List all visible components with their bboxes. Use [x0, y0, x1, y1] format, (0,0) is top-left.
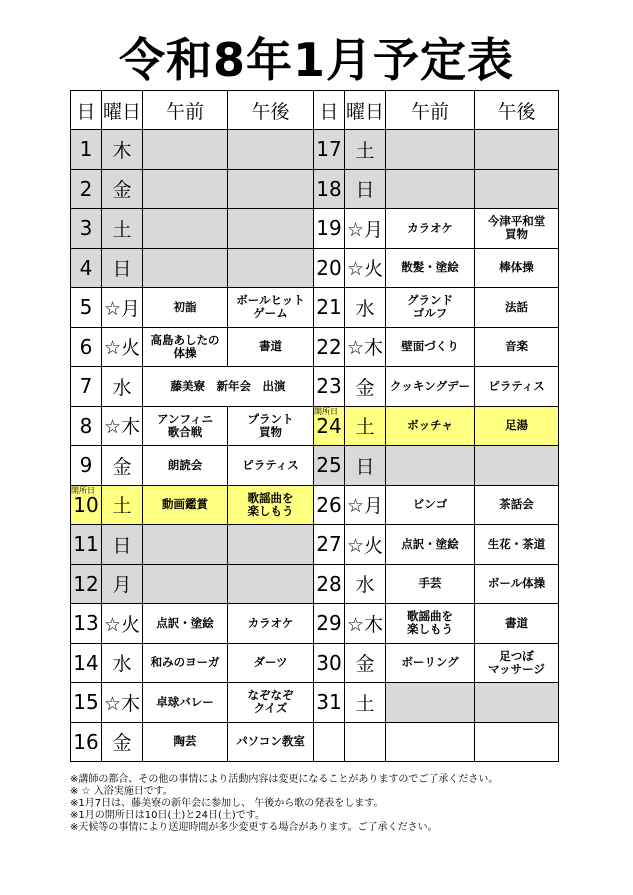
event-am: 卓球バレー	[143, 683, 228, 723]
day-number: 21	[314, 288, 345, 328]
day-number: 31	[314, 683, 345, 723]
table-row	[71, 248, 559, 288]
day-number: 8	[71, 406, 102, 446]
table-row	[71, 604, 559, 644]
event-am: 手芸	[386, 564, 475, 604]
event-am	[386, 722, 475, 762]
event-pm: ピラティス	[475, 367, 559, 407]
event-am: 初詣	[143, 288, 228, 328]
table-row	[71, 485, 559, 525]
day-number: 22	[314, 327, 345, 367]
header-row	[71, 91, 559, 130]
weekday: 日	[345, 169, 386, 209]
weekday: ☆火	[345, 248, 386, 288]
day-number: 3	[71, 209, 102, 249]
table-row	[71, 327, 559, 367]
event-pm: なぞなぞ クイズ	[228, 683, 314, 723]
open-day-label: 開所日	[71, 485, 95, 495]
event-pm: カラオケ	[228, 604, 314, 644]
event-allday: 藤美寮 新年会 出演	[143, 367, 314, 407]
event-pm: パソコン教室	[228, 722, 314, 762]
event-pm: プラント 買物	[228, 406, 314, 446]
event-am	[386, 130, 475, 170]
schedule-table	[70, 90, 559, 762]
event-pm: ボールヒット ゲーム	[228, 288, 314, 328]
event-pm	[475, 169, 559, 209]
event-pm: 足湯	[475, 406, 559, 446]
event-pm	[228, 564, 314, 604]
event-pm: 歌謡曲を 楽しもう	[228, 485, 314, 525]
day-number: 7	[71, 367, 102, 407]
event-pm	[228, 169, 314, 209]
weekday: 水	[102, 367, 143, 407]
weekday: ☆月	[345, 485, 386, 525]
header-day: 日	[71, 91, 102, 130]
day-number: 11	[71, 525, 102, 565]
event-pm	[475, 130, 559, 170]
weekday: 金	[345, 643, 386, 683]
note-line: ※1月の開所日は10日(土)と24日(土)です。	[70, 810, 265, 821]
weekday: ☆火	[102, 327, 143, 367]
event-am: ボーリング	[386, 643, 475, 683]
weekday: 金	[102, 446, 143, 486]
day-number: 25	[314, 446, 345, 486]
event-pm: ダーツ	[228, 643, 314, 683]
table-row	[71, 525, 559, 565]
weekday: 土	[102, 485, 143, 525]
day-number	[314, 722, 345, 762]
event-am: 点訳・塗絵	[143, 604, 228, 644]
day-number: 28	[314, 564, 345, 604]
weekday: 日	[345, 446, 386, 486]
page-title: 令和8年1月予定表	[118, 33, 514, 87]
weekday: ☆木	[102, 406, 143, 446]
event-pm: 棒体操	[475, 248, 559, 288]
day-number: 9	[71, 446, 102, 486]
weekday: 水	[102, 643, 143, 683]
day-number: 15	[71, 683, 102, 723]
table-row	[71, 683, 559, 723]
table-row	[71, 406, 559, 446]
weekday: ☆月	[345, 209, 386, 249]
weekday: 木	[102, 130, 143, 170]
event-pm	[228, 209, 314, 249]
weekday: 月	[102, 564, 143, 604]
event-pm: 今津平和堂 買物	[475, 209, 559, 249]
table-row	[71, 209, 559, 249]
day-number: 18	[314, 169, 345, 209]
weekday: ☆木	[345, 327, 386, 367]
event-pm	[228, 130, 314, 170]
day-number: 13	[71, 604, 102, 644]
table-row	[71, 367, 559, 407]
weekday: ☆月	[102, 288, 143, 328]
event-am: 壁面づくり	[386, 327, 475, 367]
event-am	[143, 130, 228, 170]
event-pm: 生花・茶道	[475, 525, 559, 565]
day-number: 16	[71, 722, 102, 762]
event-pm: 書道	[475, 604, 559, 644]
table-row	[71, 564, 559, 604]
event-am: 高島あしたの 体操	[143, 327, 228, 367]
event-am: 動画鑑賞	[143, 485, 228, 525]
day-number: 30	[314, 643, 345, 683]
weekday: 金	[102, 722, 143, 762]
header-day: 日	[314, 91, 345, 130]
event-am	[143, 564, 228, 604]
table-row	[71, 722, 559, 762]
header-am: 午前	[143, 91, 228, 130]
day-number: 14	[71, 643, 102, 683]
weekday: 土	[345, 130, 386, 170]
weekday: ☆木	[345, 604, 386, 644]
weekday	[345, 722, 386, 762]
day-number: 29	[314, 604, 345, 644]
event-pm	[475, 722, 559, 762]
table-row	[71, 288, 559, 328]
day-number	[71, 485, 102, 525]
event-pm	[228, 248, 314, 288]
day-number: 27	[314, 525, 345, 565]
day-number: 17	[314, 130, 345, 170]
event-pm	[475, 446, 559, 486]
weekday: 金	[345, 367, 386, 407]
weekday: ☆木	[102, 683, 143, 723]
event-pm: 音楽	[475, 327, 559, 367]
event-am	[143, 169, 228, 209]
table-row	[71, 130, 559, 170]
event-pm	[475, 683, 559, 723]
weekday: 水	[345, 564, 386, 604]
note-line: ※ ☆ 入浴実施日です。	[70, 786, 173, 797]
event-am: 和みのヨーガ	[143, 643, 228, 683]
note-line: ※1月7日は、藤美寮の新年会に参加し、 午後から歌の発表をします。	[70, 798, 384, 809]
day-number: 12	[71, 564, 102, 604]
event-am: 歌謡曲を 楽しもう	[386, 604, 475, 644]
event-am: 陶芸	[143, 722, 228, 762]
day-number: 26	[314, 485, 345, 525]
event-am	[143, 525, 228, 565]
table-row	[71, 169, 559, 209]
event-am	[143, 209, 228, 249]
day-number: 20	[314, 248, 345, 288]
day-number: 2	[71, 169, 102, 209]
weekday: ☆火	[345, 525, 386, 565]
header-am: 午前	[386, 91, 475, 130]
note-line: ※講師の都合、その他の事情により活動内容は変更になることがありますのでご了承ください。	[70, 774, 499, 785]
header-pm: 午後	[475, 91, 559, 130]
event-am	[386, 169, 475, 209]
event-am: 点訳・塗絵	[386, 525, 475, 565]
event-am: 朗読会	[143, 446, 228, 486]
day-number-text: 10	[73, 492, 99, 517]
event-am	[143, 248, 228, 288]
day-number: 4	[71, 248, 102, 288]
event-pm: 書道	[228, 327, 314, 367]
event-am: ボッチャ	[386, 406, 475, 446]
weekday: 日	[102, 248, 143, 288]
weekday: 日	[102, 525, 143, 565]
weekday: 土	[102, 209, 143, 249]
weekday: 土	[345, 683, 386, 723]
day-number: 23	[314, 367, 345, 407]
table-row	[71, 643, 559, 683]
weekday: 水	[345, 288, 386, 328]
event-am	[386, 683, 475, 723]
note-line: ※天候等の事情により送迎時間が多少変更する場合があります。ご了承ください。	[70, 822, 438, 833]
event-pm: 足つぼ マッサージ	[475, 643, 559, 683]
notes	[70, 774, 630, 834]
day-number: 19	[314, 209, 345, 249]
weekday: 土	[345, 406, 386, 446]
header-weekday: 曜日	[345, 91, 386, 130]
event-pm	[228, 525, 314, 565]
weekday: 金	[102, 169, 143, 209]
header-pm: 午後	[228, 91, 314, 130]
table-row	[71, 446, 559, 486]
day-number: 6	[71, 327, 102, 367]
day-number: 5	[71, 288, 102, 328]
event-pm: 法話	[475, 288, 559, 328]
event-pm: 茶話会	[475, 485, 559, 525]
day-number	[314, 406, 345, 446]
event-am	[386, 446, 475, 486]
event-pm: ボール体操	[475, 564, 559, 604]
open-day-label: 開所日	[314, 406, 338, 416]
event-am: クッキングデー	[386, 367, 475, 407]
event-am: カラオケ	[386, 209, 475, 249]
event-pm: ピラティス	[228, 446, 314, 486]
event-am: ビンゴ	[386, 485, 475, 525]
header-weekday: 曜日	[102, 91, 143, 130]
day-number: 1	[71, 130, 102, 170]
event-am: グランド ゴルフ	[386, 288, 475, 328]
event-am: アンフィニ 歌合戦	[143, 406, 228, 446]
day-number-text: 24	[316, 413, 342, 438]
event-am: 散髪・塗絵	[386, 248, 475, 288]
weekday: ☆火	[102, 604, 143, 644]
